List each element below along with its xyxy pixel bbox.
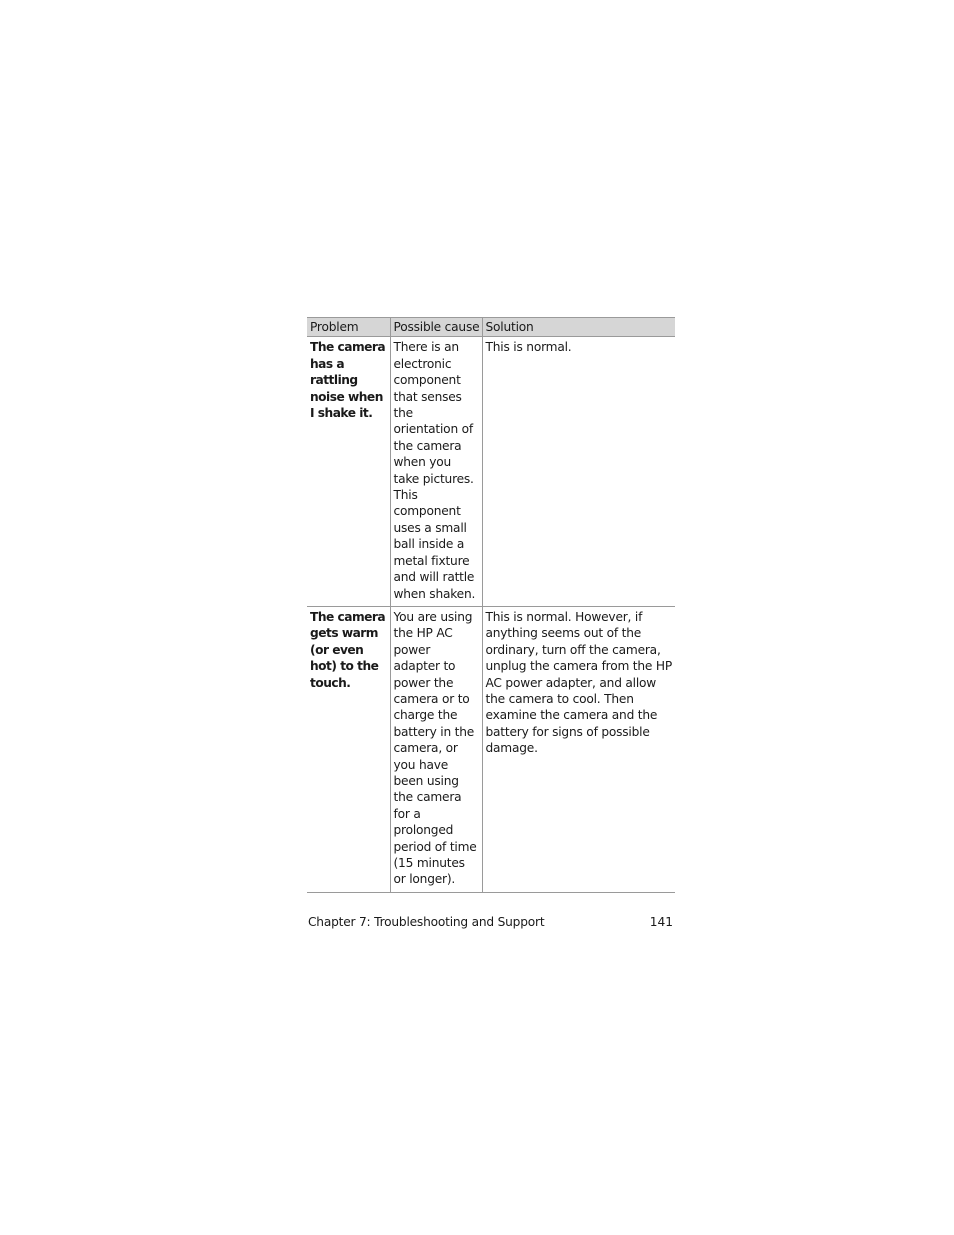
- table-header-row: [307, 318, 675, 337]
- cause-cell: There is an electronic component that senses the orientation of the camera when you take pictures. This component uses a small ball inside a metal fixture and will rattle when shaken.: [390, 337, 482, 607]
- table-row: [307, 606, 675, 892]
- problem-cell: The camera has a rattling noise when I shake it.: [307, 337, 390, 607]
- footer-page-number: 141: [649, 915, 673, 929]
- header-problem: Problem: [307, 318, 390, 337]
- problem-cell: The camera gets warm (or even hot) to the touch.: [307, 606, 390, 892]
- header-possible-cause: Possible cause: [390, 318, 482, 337]
- footer-chapter-title: Chapter 7: Troubleshooting and Support: [308, 915, 545, 929]
- solution-cell: This is normal. However, if anything seems out of the ordinary, turn off the camera, unplug the camera from the HP AC power adapter, and allow the camera to cool. Then examine the camera and the battery for signs of possible damage.: [482, 606, 675, 892]
- cause-cell: You are using the HP AC power adapter to power the camera or to charge the battery in the camera, or you have been using the camera for a prolonged period of time (15 minutes or longer).: [390, 606, 482, 892]
- solution-cell: This is normal.: [482, 337, 675, 607]
- header-solution: Solution: [482, 318, 675, 337]
- troubleshooting-table: [307, 317, 675, 893]
- table-row: [307, 337, 675, 607]
